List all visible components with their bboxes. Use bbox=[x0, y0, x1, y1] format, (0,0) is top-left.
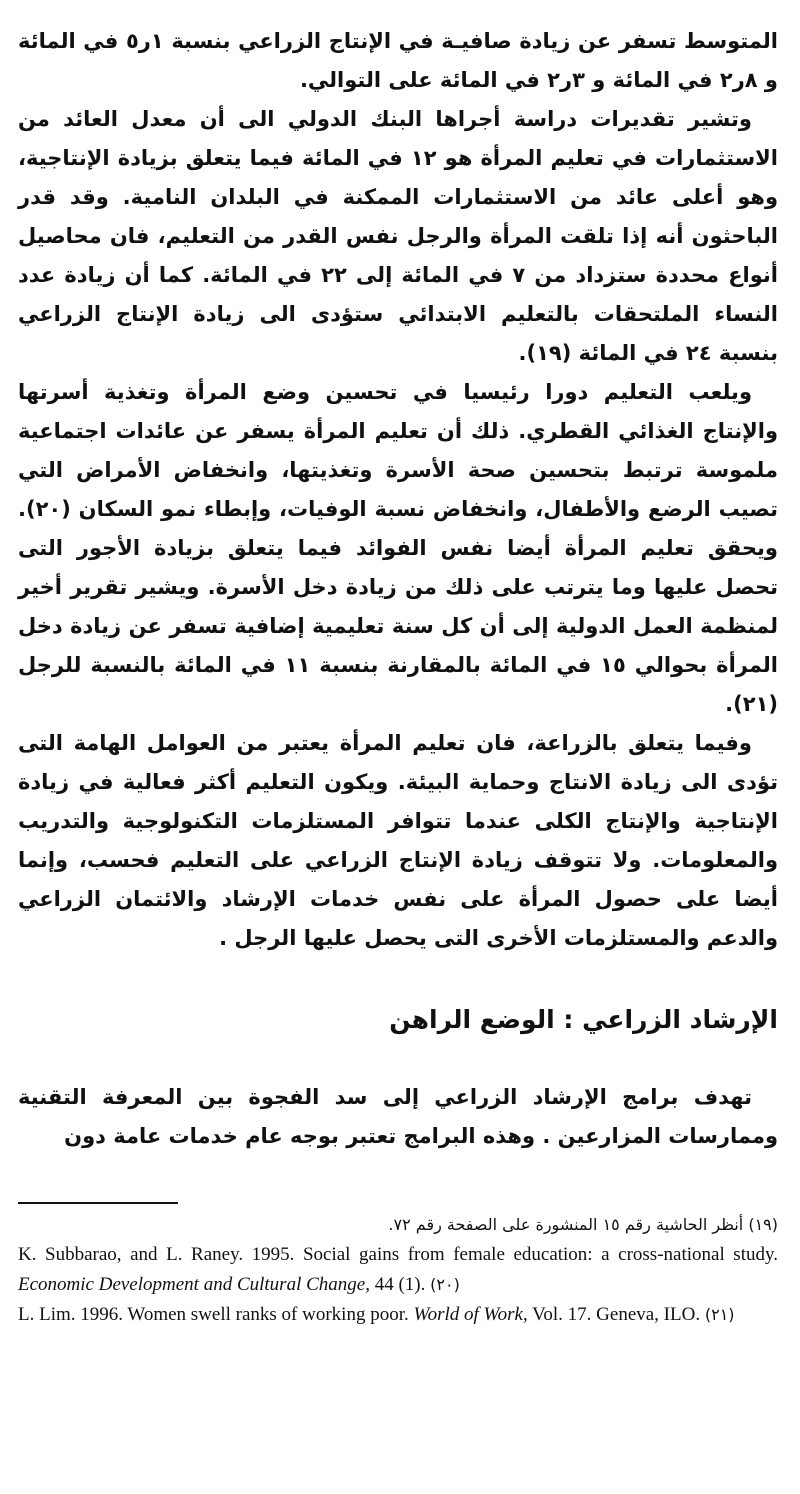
paragraph-extension-programs bbox=[18, 1078, 778, 1156]
footnote-21-number: (٢١) bbox=[704, 1305, 735, 1324]
footnote-20-text: K. Subbarao, and L. Raney. 1995. Social gains from female education: a cross-national study. bbox=[18, 1244, 778, 1265]
paragraph-world-bank bbox=[18, 100, 778, 373]
footnotes bbox=[18, 1210, 778, 1330]
paragraph-text: المتوسط تسفر عن زيادة صافيـة في الإنتاج الزراعي بنسبة ١ر٥ في المائة و ٨ر٢ في المائة و ٣ر٢ في المائة على التوالي. bbox=[18, 29, 778, 92]
paragraph-agriculture bbox=[18, 724, 778, 958]
section-body bbox=[18, 1078, 778, 1156]
footnote-19: (١٩) أنظر الحاشية رقم ١٥ المنشورة على الصفحة رقم ٧٢. bbox=[388, 1215, 778, 1234]
footnote-21 bbox=[18, 1300, 778, 1330]
footnote-20-issue: 44 (1). bbox=[369, 1274, 426, 1295]
footnote-21-journal: World of Work bbox=[413, 1304, 523, 1325]
paragraph-text: وفيما يتعلق بالزراعة، فان تعليم المرأة يعتبر من العوامل الهامة التى تؤدى الى زيادة الانتاج وحماية البيئة. ويكون التعليم أكثر فعالية في زيادة الإنتاجية والإنتاج الكلى عندما تتوافر المستلزمات التكنولوجية والتدريب والمعلومات. ولا تتوقف زيادة الإنتاج الزراعي على التعليم فحسب، وإنما أيضا على حصول المرأة على نفس خدمات الإرشاد والائتمان الزراعي والدعم والمستلزمات الأخرى التى يحصل عليها الرجل . bbox=[18, 731, 778, 950]
footnote-21-publisher: , Vol. 17. Geneva, ILO. bbox=[522, 1304, 701, 1325]
footnote-separator bbox=[18, 1202, 178, 1204]
section-heading: الإرشاد الزراعي : الوضع الراهن bbox=[389, 1005, 778, 1034]
footnote-21-text: L. Lim. 1996. Women swell ranks of working poor. bbox=[18, 1304, 414, 1325]
paragraph-text: تهدف برامج الإرشاد الزراعي إلى سد الفجوة بين المعرفة التقنية وممارسات المزارعين . وهذه البرامج تعتبر بوجه عام خدمات عامة دون bbox=[18, 1085, 778, 1148]
body-text bbox=[18, 22, 778, 958]
footnote-20 bbox=[18, 1240, 778, 1300]
paragraph-education-role bbox=[18, 373, 778, 724]
paragraph-text: وتشير تقديرات دراسة أجراها البنك الدولي الى أن معدل العائد من الاستثمارات في تعليم المرأة هو ١٢ في المائة فيما يتعلق بزيادة الإنتاجية، وهو أعلى عائد من الاستثمارات الممكنة في البلدان النامية. وقد قدر الباحثون أنه إذا تلقت المرأة والرجل نفس القدر من التعليم، فان محاصيل أنواع محددة ستزداد من ٧ في المائة إلى ٢٢ في المائة. كما أن زيادة عدد النساء الملتحقات بالتعليم الابتدائي ستؤدى الى زيادة الإنتاج الزراعي بنسبة ٢٤ في المائة (١٩). bbox=[18, 107, 778, 365]
paragraph-text: ويلعب التعليم دورا رئيسيا في تحسين وضع المرأة وتغذية أسرتها والإنتاج الغذائي القطري. ذلك أن تعليم المرأة يسفر عن عائدات اجتماعية ملموسة ترتبط بتحسين صحة الأسرة وتغذيتها، وانخفاض الأمراض التي تصيب الرضع والأطفال، وانخفاض نسبة الوفيات، وإبطاء نمو السكان (٢٠). ويحقق تعليم المرأة أيضا نفس الفوائد فيما يتعلق بزيادة الأجور التى تحصل عليها وما يترتب على ذلك من زيادة دخل الأسرة. ويشير تقرير أخير لمنظمة العمل الدولية إلى أن كل سنة تعليمية إضافية تسفر عن زيادة دخل المرأة بحوالي ١٥ في المائة بالمقارنة بنسبة ١١ في المائة بالنسبة للرجل (٢١). bbox=[18, 380, 778, 716]
footnote-20-journal: Economic Development and Cultural Change, bbox=[18, 1274, 370, 1295]
footnote-20-number: (٢٠) bbox=[430, 1275, 460, 1294]
paragraph-continuation bbox=[18, 22, 778, 100]
